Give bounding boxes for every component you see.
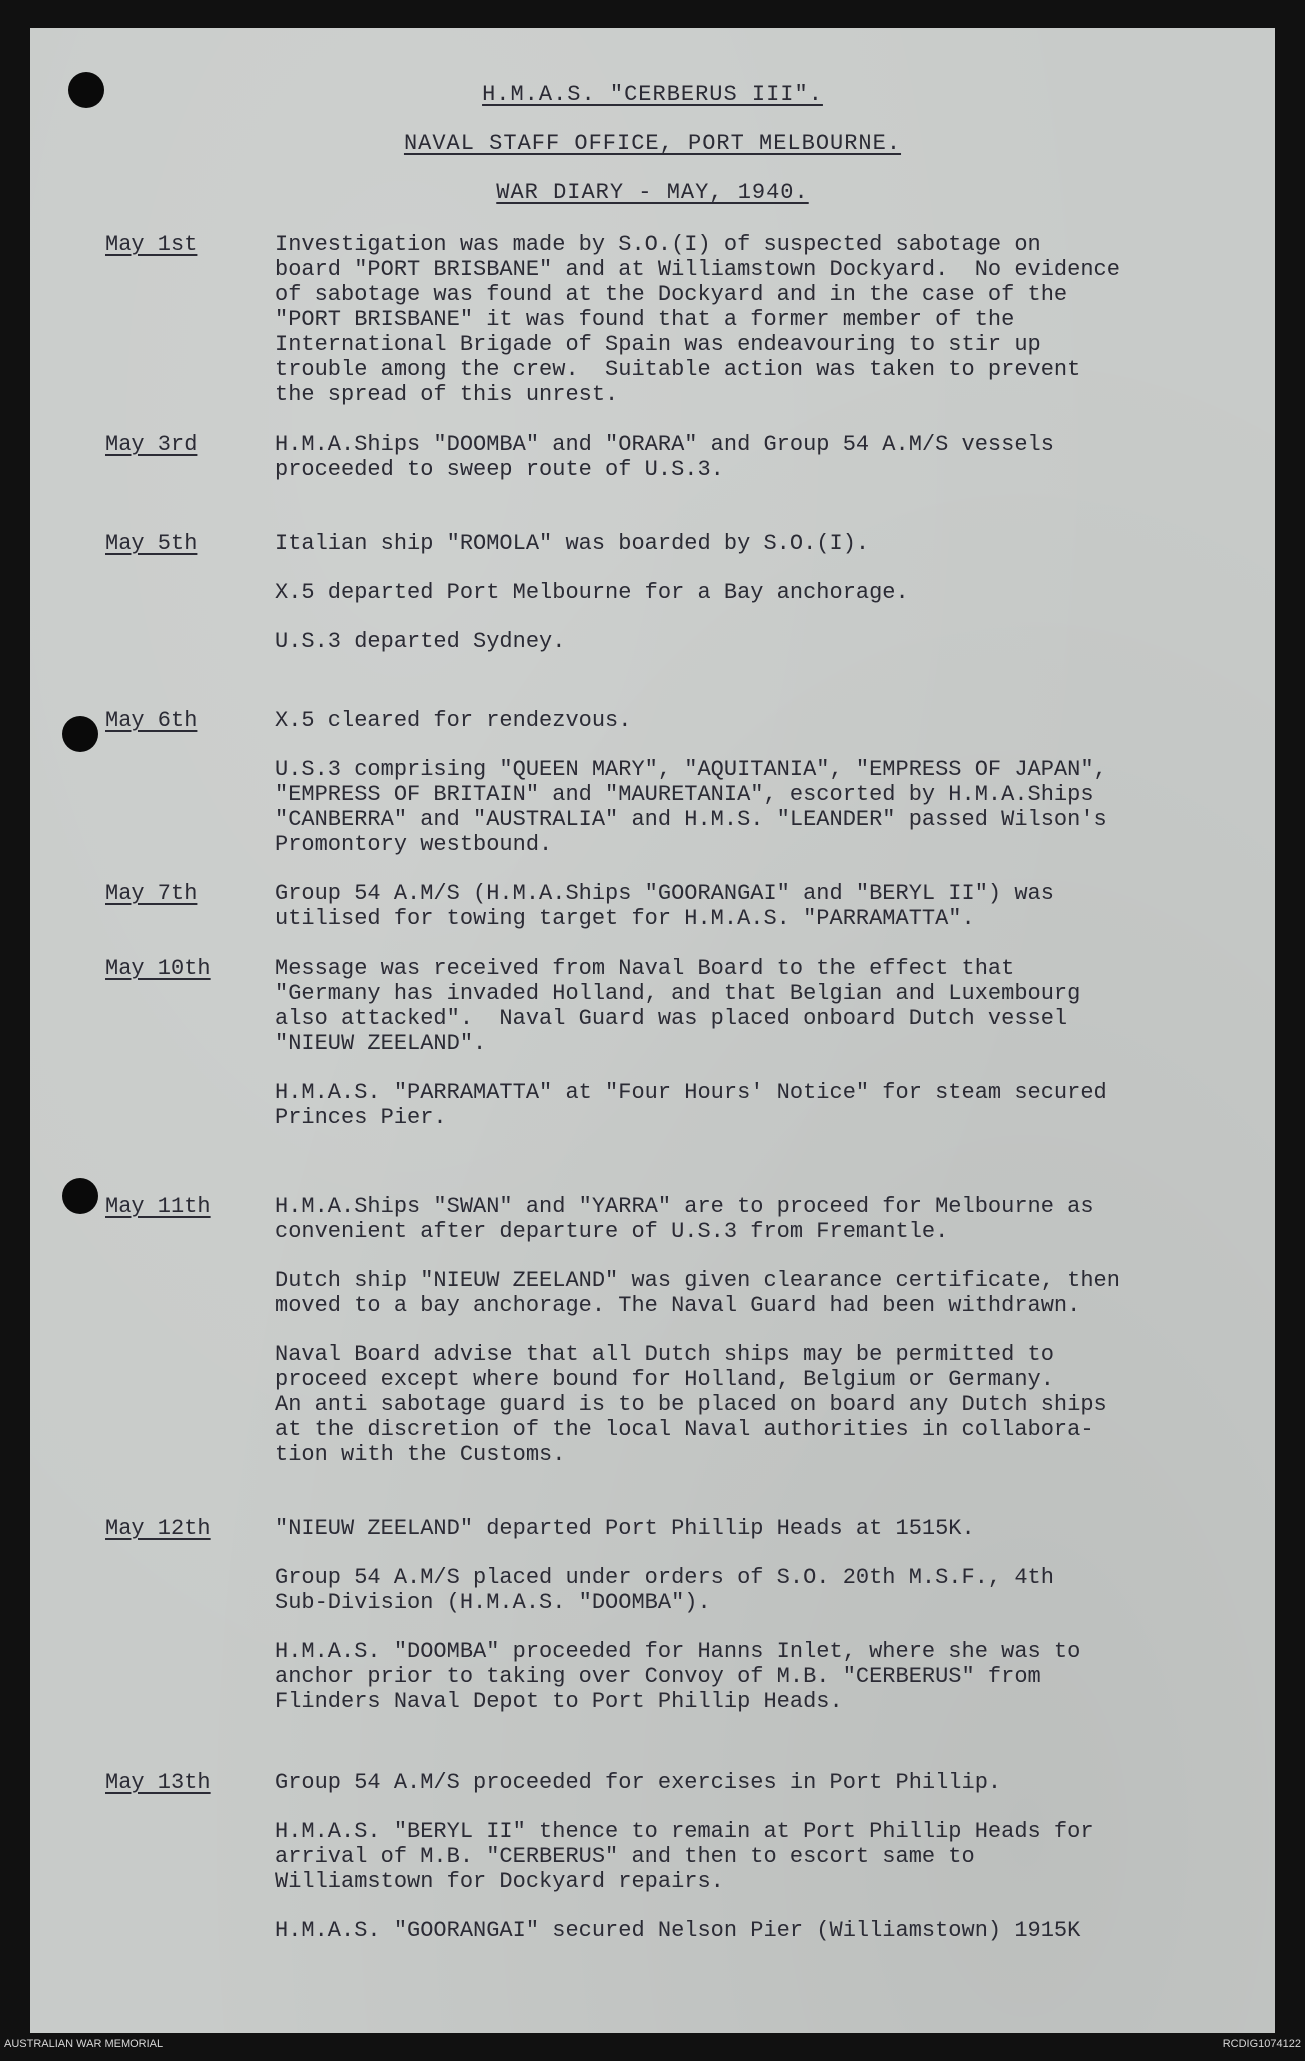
entry-text: Group 54 A.M/S placed under orders of S.O. 20th M.S.F., 4th Sub-Division (H.M.A.S. "DOOMBA"). bbox=[275, 1565, 1054, 1615]
punch-hole-middle bbox=[62, 716, 98, 752]
punch-hole-lower bbox=[62, 1178, 98, 1214]
entry-text: Group 54 A.M/S proceeded for exercises in Port Phillip. bbox=[275, 1770, 1002, 1795]
diary-entry bbox=[105, 232, 1245, 431]
document-title: H.M.A.S. "CERBERUS III". bbox=[482, 82, 823, 107]
entry-date: May 6th bbox=[105, 708, 198, 733]
entry-text: "NIEUW ZEELAND" departed Port Phillip Heads at 1515K. bbox=[275, 1516, 975, 1541]
diary-heading: WAR DIARY - MAY, 1940. bbox=[496, 180, 809, 205]
entry-text: U.S.3 comprising "QUEEN MARY", "AQUITANIA", "EMPRESS OF JAPAN", "EMPRESS OF BRITAIN" and "MAURETANIA", escorted by H.M.A.Ships "CANBERRA" and "AUSTRALIA" and H.M.S. "LEANDER" passed Wilson's Promontory westbound. bbox=[275, 757, 1107, 857]
entry-text: H.M.A.Ships "SWAN" and "YARRA" are to proceed for Melbourne as convenient after departure of U.S.3 from Fremantle. bbox=[275, 1194, 1094, 1244]
document-page bbox=[30, 28, 1275, 2033]
entry-text: H.M.A.S. "GOORANGAI" secured Nelson Pier (Williamstown) 1915K bbox=[275, 1918, 1081, 1943]
archive-id: RCDIG1074122 bbox=[1222, 2038, 1301, 2050]
entry-text: H.M.A.S. "BERYL II" thence to remain at Port Phillip Heads for arrival of M.B. "CERBERUS" and then to escort same to Williamstown for Dockyard repairs. bbox=[275, 1819, 1094, 1894]
diary-entry bbox=[105, 531, 1245, 678]
entry-date: May 12th bbox=[105, 1516, 211, 1541]
diary-entry bbox=[105, 1194, 1245, 1491]
entry-date: May 11th bbox=[105, 1194, 211, 1219]
diary-entry bbox=[105, 432, 1245, 506]
entry-text: Dutch ship "NIEUW ZEELAND" was given clearance certificate, then moved to a bay anchorage. The Naval Guard had been withdrawn. bbox=[275, 1268, 1120, 1318]
entry-text: Italian ship "ROMOLA" was boarded by S.O.(I). bbox=[275, 531, 870, 556]
entry-date: May 10th bbox=[105, 956, 211, 981]
office-heading: NAVAL STAFF OFFICE, PORT MELBOURNE. bbox=[403, 131, 902, 156]
entry-text: X.5 departed Port Melbourne for a Bay anchorage. bbox=[275, 580, 909, 605]
entry-text: X.5 cleared for rendezvous. bbox=[275, 708, 632, 733]
entry-date: May 3rd bbox=[105, 432, 198, 457]
diary-entry bbox=[105, 881, 1245, 955]
entry-text: Group 54 A.M/S (H.M.A.Ships "GOORANGAI" and "BERYL II") was utilised for towing target for H.M.A.S. "PARRAMATTA". bbox=[275, 881, 1054, 931]
diary-entry bbox=[105, 1516, 1245, 1738]
entry-text: H.M.A.Ships "DOOMBA" and "ORARA" and Group 54 A.M/S vessels proceeded to sweep route of U.S.3. bbox=[275, 432, 1054, 482]
archive-credit: AUSTRALIAN WAR MEMORIAL bbox=[4, 2038, 164, 2050]
diary-entry bbox=[105, 956, 1245, 1154]
entry-date: May 1st bbox=[105, 232, 198, 257]
entry-text: U.S.3 departed Sydney. bbox=[275, 629, 566, 654]
diary-entry bbox=[105, 1770, 1245, 1967]
diary-entry bbox=[105, 708, 1245, 881]
entry-text: Naval Board advise that all Dutch ships may be permitted to proceed except where bound for Holland, Belgium or Germany. An anti sabotage guard is to be placed on board any Dutch ships at the discretion of the local Naval authorities in collabora- tion with the Customs. bbox=[275, 1342, 1107, 1467]
entry-date: May 5th bbox=[105, 531, 198, 556]
entry-text: H.M.A.S. "PARRAMATTA" at "Four Hours' Notice" for steam secured Princes Pier. bbox=[275, 1080, 1107, 1130]
entry-date: May 13th bbox=[105, 1770, 211, 1795]
entry-date: May 7th bbox=[105, 881, 198, 906]
entry-text: Message was received from Naval Board to the effect that "Germany has invaded Holland, and that Belgian and Luxembourg also attacked". Naval Guard was placed onboard Dutch vessel "NIEUW ZEELAND". bbox=[275, 956, 1081, 1056]
entry-text: H.M.A.S. "DOOMBA" proceeded for Hanns Inlet, where she was to anchor prior to taking over Convoy of M.B. "CERBERUS" from Flinders Naval Depot to Port Phillip Heads. bbox=[275, 1639, 1081, 1714]
entry-text: Investigation was made by S.O.(I) of suspected sabotage on board "PORT BRISBANE" and at Williamstown Dockyard. No evidence of sabotage was found at the Dockyard and in the case of the "PORT BRISBANE" it was found that a former member of the International Brigade of Spain was endeavouring to stir up trouble among the crew. Suitable action was taken to prevent the spread of this unrest. bbox=[275, 232, 1120, 407]
